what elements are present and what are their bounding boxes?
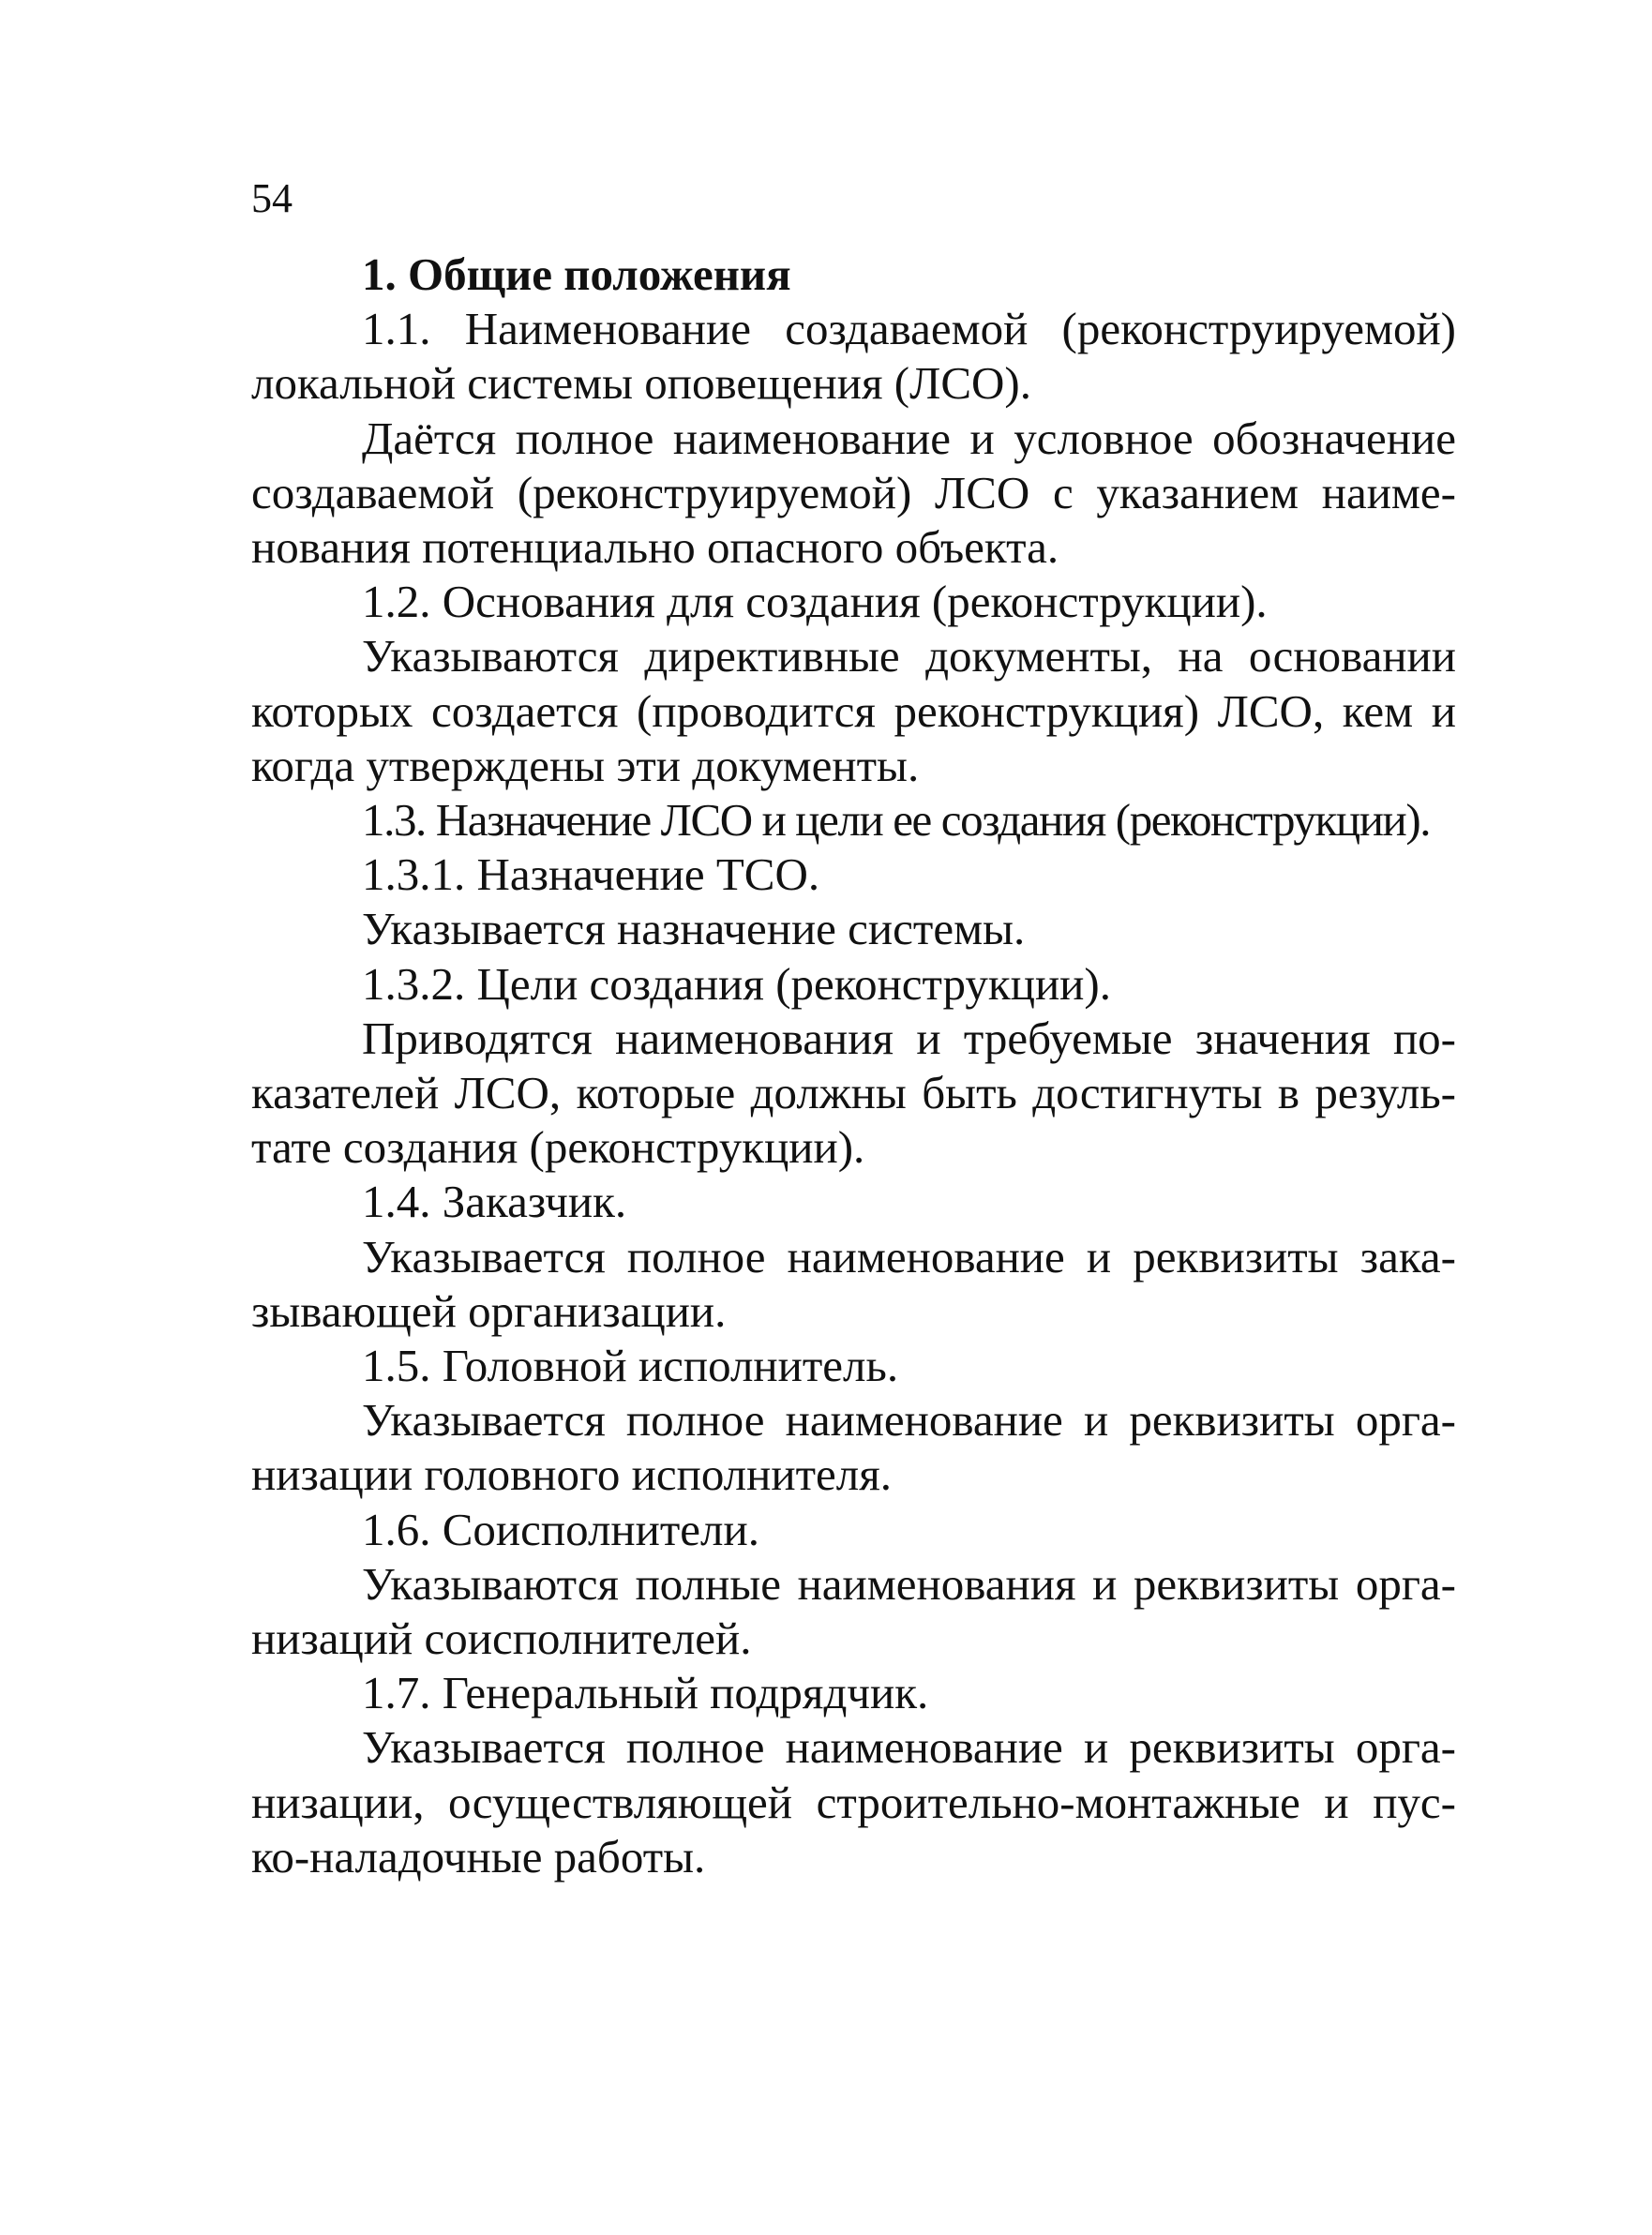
text-line: 1.5. Головной исполнитель. bbox=[362, 1340, 899, 1392]
section-heading: 1. Общие положения bbox=[362, 248, 791, 300]
text-line: Приводятся наименования и требуемые значения по- bbox=[362, 1012, 1456, 1064]
text-line: Указывается полное наименование и реквизиты орга- bbox=[362, 1721, 1456, 1774]
text-line: казателей ЛСО, которые должны быть достигнуты в резуль- bbox=[251, 1067, 1456, 1119]
text-line: низации, осуществляющей строительно-монтажные и пус- bbox=[251, 1776, 1456, 1828]
text-line: локальной системы оповещения (ЛСО). bbox=[251, 357, 1031, 410]
paragraph-1-2 bbox=[251, 575, 1456, 629]
text-line: зывающей организации. bbox=[251, 1284, 727, 1337]
paragraph-1-2-desc bbox=[251, 629, 1456, 793]
text-line: тате создания (реконструкции). bbox=[251, 1121, 865, 1174]
text-line: 1.3.1. Назначение ТСО. bbox=[362, 848, 820, 901]
text-line: 1.4. Заказчик. bbox=[362, 1176, 627, 1228]
text-line: Указываются директивные документы, на основании bbox=[362, 630, 1456, 682]
text-line: ко-наладочные работы. bbox=[251, 1830, 706, 1882]
paragraph-1-3-1 bbox=[251, 848, 1456, 956]
paragraph-1-7 bbox=[251, 1666, 1456, 1884]
text-line: низации головного исполнителя. bbox=[251, 1448, 892, 1501]
text-line: Указываются полные наименования и реквизиты орга- bbox=[362, 1557, 1456, 1610]
document-body bbox=[251, 248, 1456, 1884]
text-line: Указывается полное наименование и реквизиты орга- bbox=[362, 1394, 1456, 1447]
text-line: 1.2. Основания для создания (реконструкции). bbox=[362, 576, 1268, 628]
text-line: 1.3.2. Цели создания (реконструкции). bbox=[362, 957, 1111, 1010]
text-line: Даётся полное наименование и условное обозначение bbox=[362, 412, 1456, 464]
text-line: создаваемой (реконструируемой) ЛСО с указанием наиме- bbox=[251, 466, 1456, 518]
text-line: 1.3. Назначение ЛСО и цели ее создания (реконструкции). bbox=[362, 794, 1431, 847]
text-line: Указывается назначение системы. bbox=[362, 903, 1026, 955]
text-line: Указывается полное наименование и реквизиты зака- bbox=[362, 1230, 1456, 1282]
paragraph-1-5 bbox=[251, 1339, 1456, 1503]
text-line: 1.7. Генеральный подрядчик. bbox=[362, 1667, 929, 1719]
paragraph-1-6 bbox=[251, 1503, 1456, 1667]
paragraph-1-3-2 bbox=[251, 957, 1456, 1176]
text-line: нования потенциально опасного объекта. bbox=[251, 521, 1059, 574]
text-line: 1.6. Соисполнители. bbox=[362, 1503, 759, 1555]
paragraph-1-3 bbox=[251, 793, 1456, 848]
text-line: которых создается (проводится реконструкция) ЛСО, кем и bbox=[251, 684, 1456, 737]
text-line: 1.1. Наименование создаваемой (реконструируемой) bbox=[362, 303, 1456, 355]
paragraph-1-4 bbox=[251, 1175, 1456, 1339]
page-number: 54 bbox=[251, 175, 293, 221]
paragraph-1-1 bbox=[251, 302, 1456, 411]
text-line: когда утверждены эти документы. bbox=[251, 739, 920, 791]
text-line: низаций соисполнителей. bbox=[251, 1612, 752, 1665]
paragraph-1-1-desc bbox=[251, 412, 1456, 576]
